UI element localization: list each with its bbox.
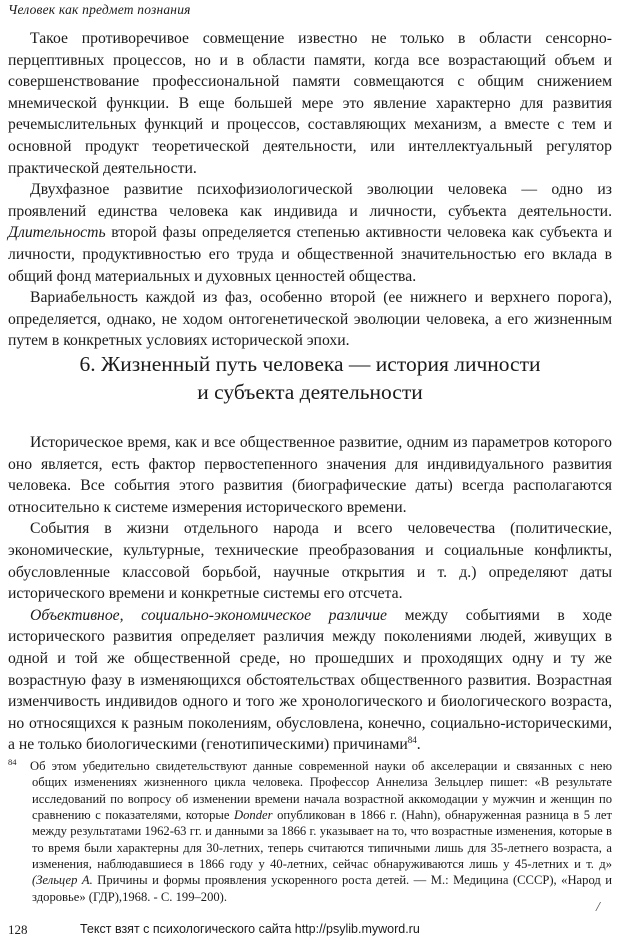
paragraph-variability: Вариабельность каждой из фаз, особенно второй (ее нижнего и верхнего порога), определяется, однако, не ходом онтогенетической эволюции человека, а его жизненным путем в конкретных условиях исторической эпохи. [8,289,612,350]
section-heading [0,350,620,406]
footnote-author: (Зельцер А. [32,873,93,888]
paragraph-two-phase-text-a: Двухфазное развитие психофизиологической эволюции человека — одно из проявлений единства человека как индивида и личности, субъекта деятельности. [8,181,612,220]
footnotes [8,758,612,905]
footnote-reference[interactable]: 84 [407,735,417,746]
term-duration: Длительность [8,224,106,242]
footnote-text-c: Причины и формы проявления ускоренного роста детей. — М.: Медицина (СССР), «Народ и здоровье» (ГДР),1968. - С. 199–200). [32,873,612,904]
section-heading-line-1: 6. Жизненный путь человека — история личности [79,352,541,376]
running-header: Человек как предмет познания [8,2,191,17]
margin-slash-mark: / [596,900,600,915]
paragraph-two-phase [8,179,612,287]
paragraph-end-period: . [416,736,421,754]
footnote-text-b: опубликован в 1866 г. (Hahn), обнаруженная разница в 5 лет между результатами 1962-63 гг. и данными за 1866 г. указывает на то, что возрастные изменения, которые в то время были характерны для 30-летних, теперь считаются типичными лишь для 35-летнего возраста, а изменения, наблюдавшиеся в 1866 году у 40-летних, сейчас обнаруживаются лишь у 45-летних и т. д» [32,808,612,872]
section-heading-line-2: и субъекта деятельности [197,380,423,404]
section-body-text [8,432,612,756]
paragraph-objective-difference [8,605,612,756]
paragraph-events: События в жизни отдельного народа и всего человечества (политические, экономические, культурные, технические преобразования и социальные конфликты, обусловленные классовой борьбой, научные открытия и т. д.) определяют даты исторического времени и конкретные системы его отсчета. [8,520,612,603]
footnote-text-a: Об этом убедительно свидетельствуют данные современной науки об акселерации и связанных с нею общих изменениях жизненного цикла человека. Профессор Аннелиза Зельцлер пишет: «В результате исследований по вопросу об изменении времени начала возрастной аккомодации у мужчин и женщин по сравнению с показателями, которые [30,759,612,823]
intro-text-block [8,28,612,352]
footnote-84: 84 Об этом убедительно свидетельствуют данные современной науки об акселерации и связанных с нею общих изменениях жизненного цикла человека. Профессор Аннелиза Зельцлер пишет: «В результате исследований по вопросу об изменении времени начала возрастной аккомодации у мужчин и женщин по сравнению с показателями, которые Donder опубликован в 1866 г. (Hahn), обнаруженная разница в 5 лет между результатами 1962-63 гг. и данными за 1866 г. указывает на то, что возрастные изменения, которые в то время были характерны для 30-летних, теперь считаются типичными лишь для 35-летнего возраста, а изменения, наблюдавшиеся в 1866 году у 40-летних, сейчас обнаруживаются лишь у 45-летних и т. д» (Зельцер А. Причины и формы проявления ускоренного роста детей. — М.: Медицина (СССР), «Народ и здоровье» (ГДР),1968. - С. 199–200). [8,756,612,904]
term-objective-difference: Объективное, социально-экономическое различие [30,606,388,624]
paragraph-historical-time: Историческое время, как и все общественное развитие, одним из параметров которого оно является, есть фактор первостепенного значения для индивидуального развития человека. Все события этого развития (биографические даты) всегда располагаются относительно к системе измерения исторического времени. [8,434,612,516]
footnote-name-donder: Donder [234,808,273,823]
paragraph-two-phase-text-b: второй фазы определяется степенью активности человека как субъекта и личности, продуктивностью его труда и общественной значительностью его вклада в общий фонд материальных и духовных ценностей общества. [8,224,612,285]
source-credit: Текст взят с психологического сайта http://psylib.myword.ru [80,922,420,936]
paragraph-memory: Такое противоречивое совмещение известно не только в области сенсорно-перцептивных процессов, но и в области памяти, когда все возрастающий объем и совершенствование профессиональной памяти совмещаются с общим снижением мнемической функции. В еще большей мере это явление характерно для развития речемыслительных функций и процессов, составляющих механизм, а вместе с тем и основной продукт теоретической деятельности, или интеллектуальный регулятор практической деятельности. [8,30,612,177]
paragraph-objective-difference-text: между событиями в ходе исторического развития определяет различия между поколениями людей, живущих в одной и той же общественной среде, но прошедших и проходящих одну и ту же возрастную фазу в изменяющихся обстоятельствах общественного развития. Возрастная изменчивость индивидов одного и того же хронологического и биологического возраста, но относящихся к разным поколениям, обусловлена, конечно, социально-историческими, а не только биологическими (генотипическими) причинами [8,606,612,754]
page-number: 128 [8,922,28,937]
